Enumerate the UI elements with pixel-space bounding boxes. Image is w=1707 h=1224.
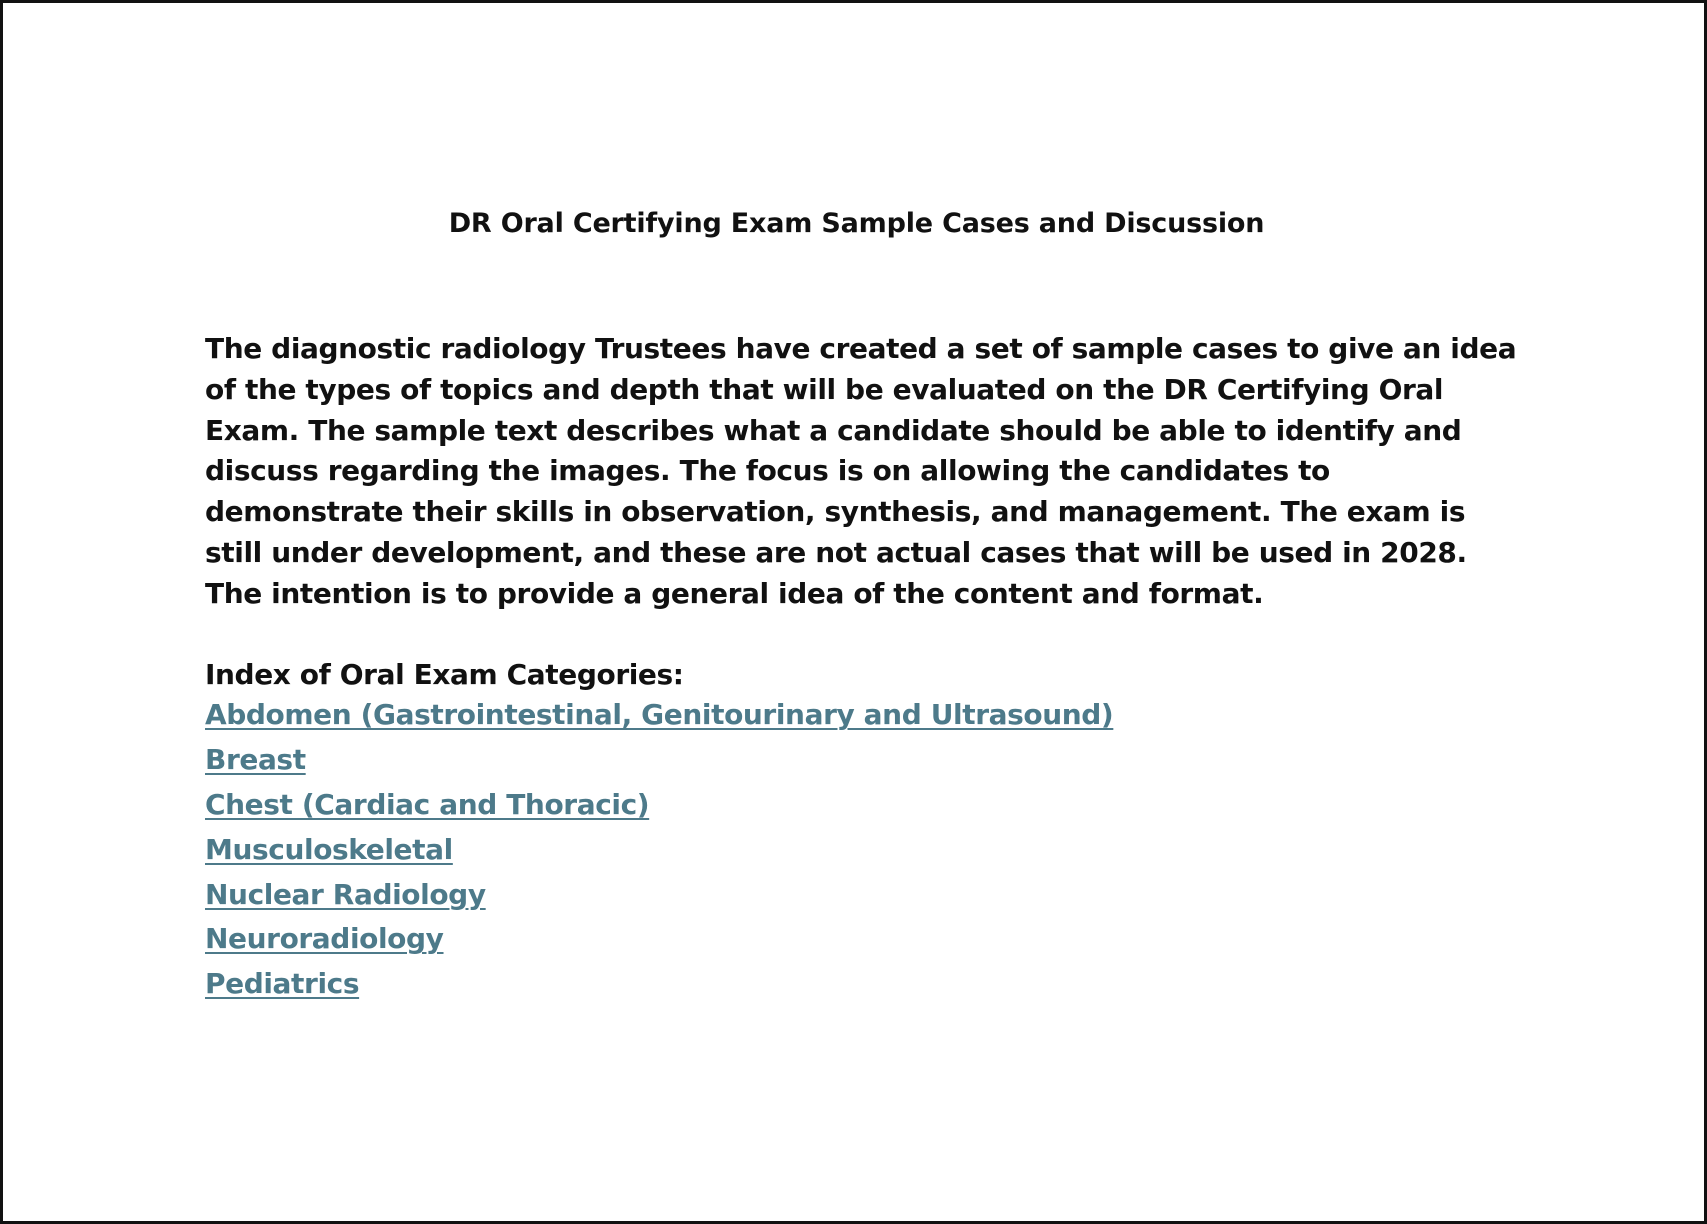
category-link-breast[interactable]: Breast (205, 743, 306, 777)
list-item (205, 964, 1525, 1009)
list-item (205, 695, 1525, 740)
category-link-chest[interactable]: Chest (Cardiac and Thoracic) (205, 787, 650, 821)
list-item (205, 875, 1525, 920)
category-link-pediatrics[interactable]: Pediatrics (205, 967, 360, 1001)
list-item (205, 740, 1525, 785)
list-item (205, 919, 1525, 964)
list-item (205, 785, 1525, 830)
category-link-abdomen[interactable]: Abdomen (Gastrointestinal, Genitourinary and Ultrasound) (205, 698, 1114, 732)
intro-paragraph: The diagnostic radiology Trustees have created a set of sample cases to give an idea of the types of topics and depth that will be evaluated on the DR Certifying Oral Exam. The sample text describes what a candidate should be able to identify and discuss regarding the images. The focus is on allowing the candidates to demonstrate their skills in observation, synthesis, and management. The exam is still under development, and these are not actual cases that will be used in 2028. The intention is to provide a general idea of the content and format. (205, 332, 1517, 610)
category-index-list (205, 695, 1525, 1009)
category-link-neuroradiology[interactable]: Neuroradiology (205, 922, 444, 956)
page-title: DR Oral Certifying Exam Sample Cases and Discussion (448, 208, 1265, 239)
category-link-musculoskeletal[interactable]: Musculoskeletal (205, 832, 453, 866)
document-body (205, 329, 1525, 1009)
index-heading: Index of Oral Exam Categories: (205, 657, 684, 691)
category-link-nuclear-radiology[interactable]: Nuclear Radiology (205, 877, 486, 911)
list-item (205, 830, 1525, 875)
